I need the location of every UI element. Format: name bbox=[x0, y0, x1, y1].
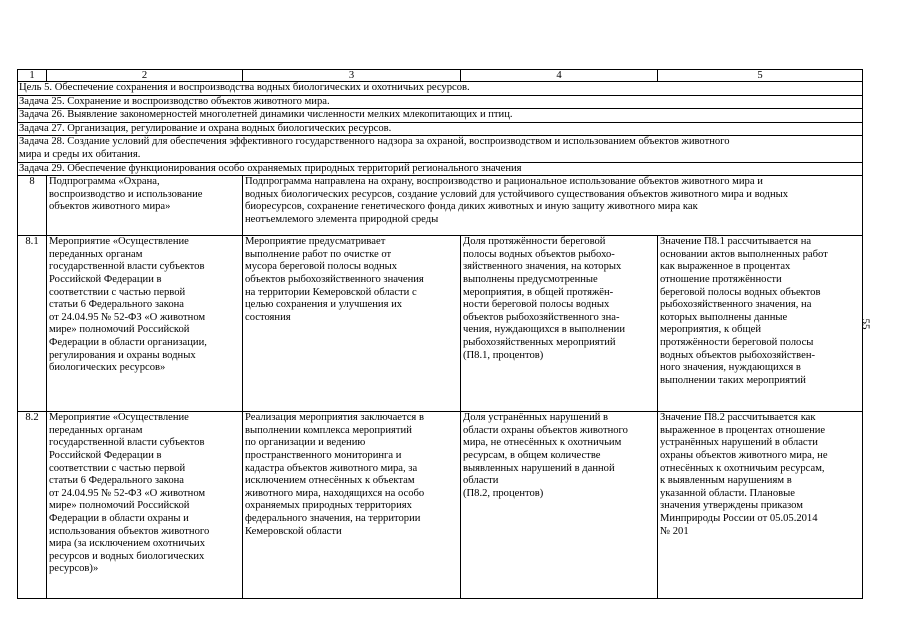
goal-text: Цель 5. Обеспечение сохранения и воспроизводства водных биологических и охотничьих ресурсов. bbox=[18, 82, 863, 96]
table-row-measure-8-2 bbox=[18, 412, 863, 599]
task-25: Задача 25. Сохранение и воспроизводство объектов животного мира. bbox=[18, 95, 863, 109]
row-indicator: Доля протяжённости береговой полосы водных объектов рыбохо- зяйственного значения, на которых выполнены предусмотренные мероприятия, в общей протяжён- ности береговой полосы водных объектов рыбохозяйственного зна- чения, нуждающихся в выполнении рыбохозяйственных мероприятий (П8.1, процентов) bbox=[461, 236, 658, 412]
row-name: Мероприятие «Осуществление переданных органам государственной власти субъектов Российской Федерации в соответствии с частью первой статьи 6 Федерального закона от 24.04.95 № 52-ФЗ «О животном мире» полномочий Российской Федерации в области охраны и использования объектов животного мира (за исключением охотничьих ресурсов и водных биологических ресурсов)» bbox=[47, 412, 243, 599]
header-col-1: 1 bbox=[18, 70, 47, 82]
row-content: Реализация мероприятия заключается в выполнении комплекса мероприятий по организации и ведению пространственного мониторинга и кадастра объектов животного мира, за исключением отнесённых к объектам животного мира, находящихся на особо охраняемых природных территориях федерального значения, на территории Кемеровской области bbox=[243, 412, 461, 599]
task-row bbox=[18, 109, 863, 123]
table-row-subprogram-8 bbox=[18, 176, 863, 236]
task-row bbox=[18, 136, 863, 162]
task-row bbox=[18, 162, 863, 176]
page-number: 55 bbox=[859, 318, 872, 330]
row-number: 8 bbox=[18, 176, 47, 236]
row-number: 8.2 bbox=[18, 412, 47, 599]
header-col-2: 2 bbox=[47, 70, 243, 82]
row-content: Мероприятие предусматривает выполнение работ по очистке от мусора береговой полосы водных объектов рыбохозяйственного значения на территории Кемеровской области с целью сохранения и улучшения их состояния bbox=[243, 236, 461, 412]
goal-row bbox=[18, 82, 863, 96]
task-row bbox=[18, 95, 863, 109]
task-29: Задача 29. Обеспечение функционирования особо охраняемых природных территорий регионального значения bbox=[18, 162, 863, 176]
row-indicator: Доля устранённых нарушений в области охраны объектов животного мира, не отнесённых к охотничьим ресурсам, в общем количестве выявленных нарушений в данной области (П8.2, процентов) bbox=[461, 412, 658, 599]
row-method: Значение П8.1 рассчитывается на основании актов выполненных работ как выраженное в процентах отношение протяжённости береговой полосы водных объектов рыбохозяйственного значения, на которых выполнены данные мероприятия, к общей протяжённости береговой полосы водных объектов рыбохозяйствен- ного значения, нуждающихся в выполнении таких мероприятий bbox=[658, 236, 863, 412]
task-row bbox=[18, 122, 863, 136]
table-row-measure-8-1 bbox=[18, 236, 863, 412]
row-name: Подпрограмма «Охрана, воспроизводство и использование объектов животного мира» bbox=[47, 176, 243, 236]
row-method: Значение П8.2 рассчитывается как выраженное в процентах отношение устранённых нарушений в области охраны объектов животного мира, не отнесённых к охотничьим ресурсам, к выявленным нарушениям в указанной области. Плановые значения утверждены приказом Минприроды России от 05.05.2014 № 201 bbox=[658, 412, 863, 599]
row-description: Подпрограмма направлена на охрану, воспроизводство и рациональное использование объектов животного мира и водных биологических ресурсов, создание условий для устойчивого существования объектов животного мира и водных биоресурсов, сохранение генетического фонда диких животных и иную защиту животного мира как неотъемлемого элемента природной среды bbox=[243, 176, 863, 236]
row-number: 8.1 bbox=[18, 236, 47, 412]
header-col-3: 3 bbox=[243, 70, 461, 82]
document-table bbox=[17, 69, 863, 599]
row-name: Мероприятие «Осуществление переданных органам государственной власти субъектов Российской Федерации в соответствии с частью первой статьи 6 Федерального закона от 24.04.95 № 52-ФЗ «О животном мире» полномочий Российской Федерации в области организации, регулирования и охраны водных биологических ресурсов» bbox=[47, 236, 243, 412]
task-26: Задача 26. Выявление закономерностей многолетней динамики численности мелких млекопитающих и птиц. bbox=[18, 109, 863, 123]
header-col-4: 4 bbox=[461, 70, 658, 82]
task-27: Задача 27. Организация, регулирование и охрана водных биологических ресурсов. bbox=[18, 122, 863, 136]
header-row bbox=[18, 70, 863, 82]
header-col-5: 5 bbox=[658, 70, 863, 82]
task-28: Задача 28. Создание условий для обеспечения эффективного государственного надзора за охраной, воспроизводством и использованием объектов животного мира и среды их обитания. bbox=[18, 136, 863, 162]
